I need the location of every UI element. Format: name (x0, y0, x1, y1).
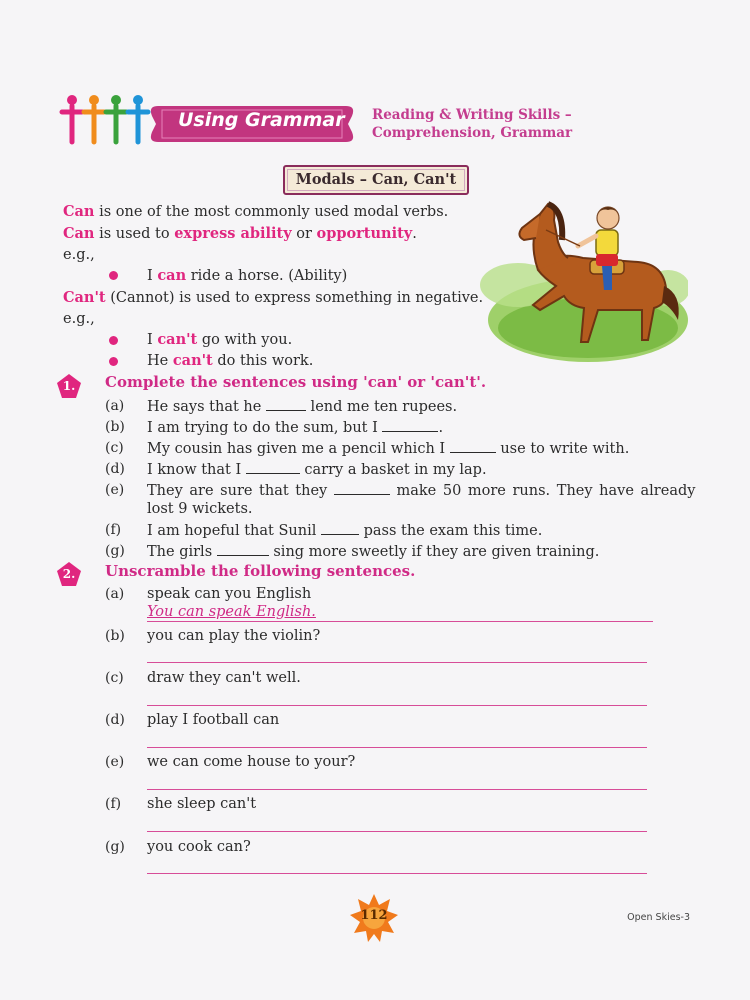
item-label: (a) (105, 398, 125, 414)
skills-heading (372, 106, 572, 142)
example-1-post: ride a horse. (Ability) (186, 268, 348, 284)
question-1-heading: Complete the sentences using 'can' or 'can't'. (105, 373, 487, 391)
intro-text-2b: or (291, 226, 317, 242)
example-2-modal: can't (157, 331, 198, 348)
q1-item (105, 541, 125, 561)
sentence-pre: The girls (147, 544, 217, 560)
q1-sentence-g (147, 541, 599, 562)
q1-item (105, 438, 124, 458)
example-3 (147, 351, 313, 371)
answer-blank[interactable] (382, 417, 438, 432)
sentence-post: . (438, 420, 444, 436)
question-1-number: 1. (62, 379, 76, 393)
item-label: (f) (105, 522, 122, 538)
intro-line-2 (63, 224, 417, 244)
answer-line[interactable] (147, 662, 647, 663)
bullet-icon (109, 357, 118, 366)
example-1-modal: can (157, 267, 187, 284)
q2-scrambled-d: play I football can (147, 712, 280, 728)
item-label: (b) (105, 419, 125, 435)
sentence-post: pass the exam this time. (358, 523, 543, 539)
example-3-pre: He (147, 353, 173, 369)
banner-title: Using Grammar (178, 109, 345, 131)
example-2-post: go with you. (197, 332, 293, 348)
q2-item (105, 752, 124, 772)
item-label: (e) (105, 754, 125, 770)
page-number: 112 (360, 908, 388, 923)
q1-sentence-d (147, 459, 487, 480)
sentence-pre: They are sure that they (147, 483, 334, 499)
item-label: (d) (105, 461, 125, 477)
eg-label-1: e.g., (63, 247, 95, 263)
q2-answer-a[interactable]: You can speak English. (147, 604, 316, 620)
q1-sentence-b (147, 417, 443, 438)
q2-scrambled-f: she sleep can't (147, 796, 257, 812)
answer-line[interactable] (147, 789, 647, 790)
item-label: (e) (105, 482, 125, 498)
question-2-heading: Unscramble the following sentences. (105, 562, 416, 580)
answer-blank[interactable] (246, 459, 300, 474)
q1-sentence-f (147, 520, 542, 541)
example-1 (147, 266, 347, 286)
answer-blank[interactable] (334, 480, 390, 495)
kids-logo-icon (58, 92, 154, 148)
example-2-pre: I (147, 332, 158, 348)
answer-line[interactable] (147, 747, 647, 748)
q1-sentence-e-cont: lost 9 wickets. (147, 501, 253, 517)
q2-item (105, 837, 125, 857)
answer-line[interactable] (147, 873, 647, 874)
answer-blank[interactable] (450, 438, 496, 453)
item-label: (b) (105, 628, 125, 644)
item-label: (c) (105, 440, 124, 456)
sentence-pre: I know that I (147, 462, 246, 478)
q2-scrambled-c: draw they can't well. (147, 670, 301, 686)
q2-item (105, 626, 125, 646)
term-can-2: Can (63, 225, 95, 242)
skills-line-1: Reading & Writing Skills – (372, 107, 572, 123)
intro-text-2c: . (412, 226, 417, 242)
example-2 (147, 330, 292, 350)
answer-line[interactable] (147, 621, 653, 622)
q2-scrambled-e: we can come house to your? (147, 754, 356, 770)
answer-line[interactable] (147, 705, 647, 706)
intro-text-2a: is used to (94, 226, 175, 242)
sentence-post: carry a basket in my lap. (299, 462, 487, 478)
answer-blank[interactable] (217, 541, 269, 556)
sentence-pre: I am trying to do the sum, but I (147, 420, 383, 436)
answer-line[interactable] (147, 831, 647, 832)
bullet-icon (109, 271, 118, 280)
term-can: Can (63, 203, 95, 220)
q2-item (105, 584, 124, 604)
sentence-pre: He says that he (147, 399, 266, 415)
item-label: (f) (105, 796, 122, 812)
sentence-pre: I am hopeful that Sunil (147, 523, 321, 539)
item-label: (g) (105, 839, 125, 855)
q2-item (105, 710, 125, 730)
term-express-ability: express ability (174, 225, 292, 242)
sentence-post: sing more sweetly if they are given training. (268, 544, 600, 560)
boy-riding-horse-illustration (478, 190, 688, 370)
item-label: (a) (105, 586, 125, 602)
example-1-pre: I (147, 268, 158, 284)
answer-blank[interactable] (321, 520, 359, 535)
intro-text-3: (Cannot) is used to express something in negative. (105, 290, 484, 306)
sentence-post: use to write with. (495, 441, 630, 457)
book-name: Open Skies-3 (627, 912, 690, 923)
intro-line-3 (63, 288, 483, 308)
sentence-pre: My cousin has given me a pencil which I (147, 441, 450, 457)
q1-item (105, 520, 121, 540)
q1-item (105, 417, 125, 437)
question-2-number: 2. (62, 567, 76, 581)
item-label: (d) (105, 712, 125, 728)
q2-scrambled-b: you can play the violin? (147, 628, 321, 644)
q2-item (105, 668, 124, 688)
lesson-title: Modals – Can, Can't (295, 171, 457, 188)
example-3-modal: can't (172, 352, 213, 369)
q1-item (105, 459, 125, 479)
intro-text-1: is one of the most commonly used modal verbs. (94, 204, 449, 220)
answer-blank[interactable] (266, 396, 306, 411)
example-3-post: do this work. (212, 353, 314, 369)
q2-item (105, 794, 121, 814)
skills-line-2: Comprehension, Grammar (372, 125, 573, 141)
item-label: (c) (105, 670, 124, 686)
q1-sentence-c (147, 438, 629, 459)
q2-scrambled-g: you cook can? (147, 839, 251, 855)
q1-sentence-e (147, 480, 695, 501)
term-cant: Can't (63, 289, 106, 306)
q2-scrambled-a: speak can you English (147, 586, 312, 602)
sentence-post: lend me ten rupees. (305, 399, 458, 415)
term-opportunity: opportunity (316, 225, 413, 242)
q1-sentence-a (147, 396, 457, 417)
bullet-icon (109, 336, 118, 345)
intro-line-1 (63, 202, 448, 222)
sentence-post: make 50 more runs. They have already (389, 483, 696, 499)
q1-item (105, 480, 124, 500)
item-label: (g) (105, 543, 125, 559)
eg-label-2: e.g., (63, 311, 95, 327)
q1-item (105, 396, 124, 416)
